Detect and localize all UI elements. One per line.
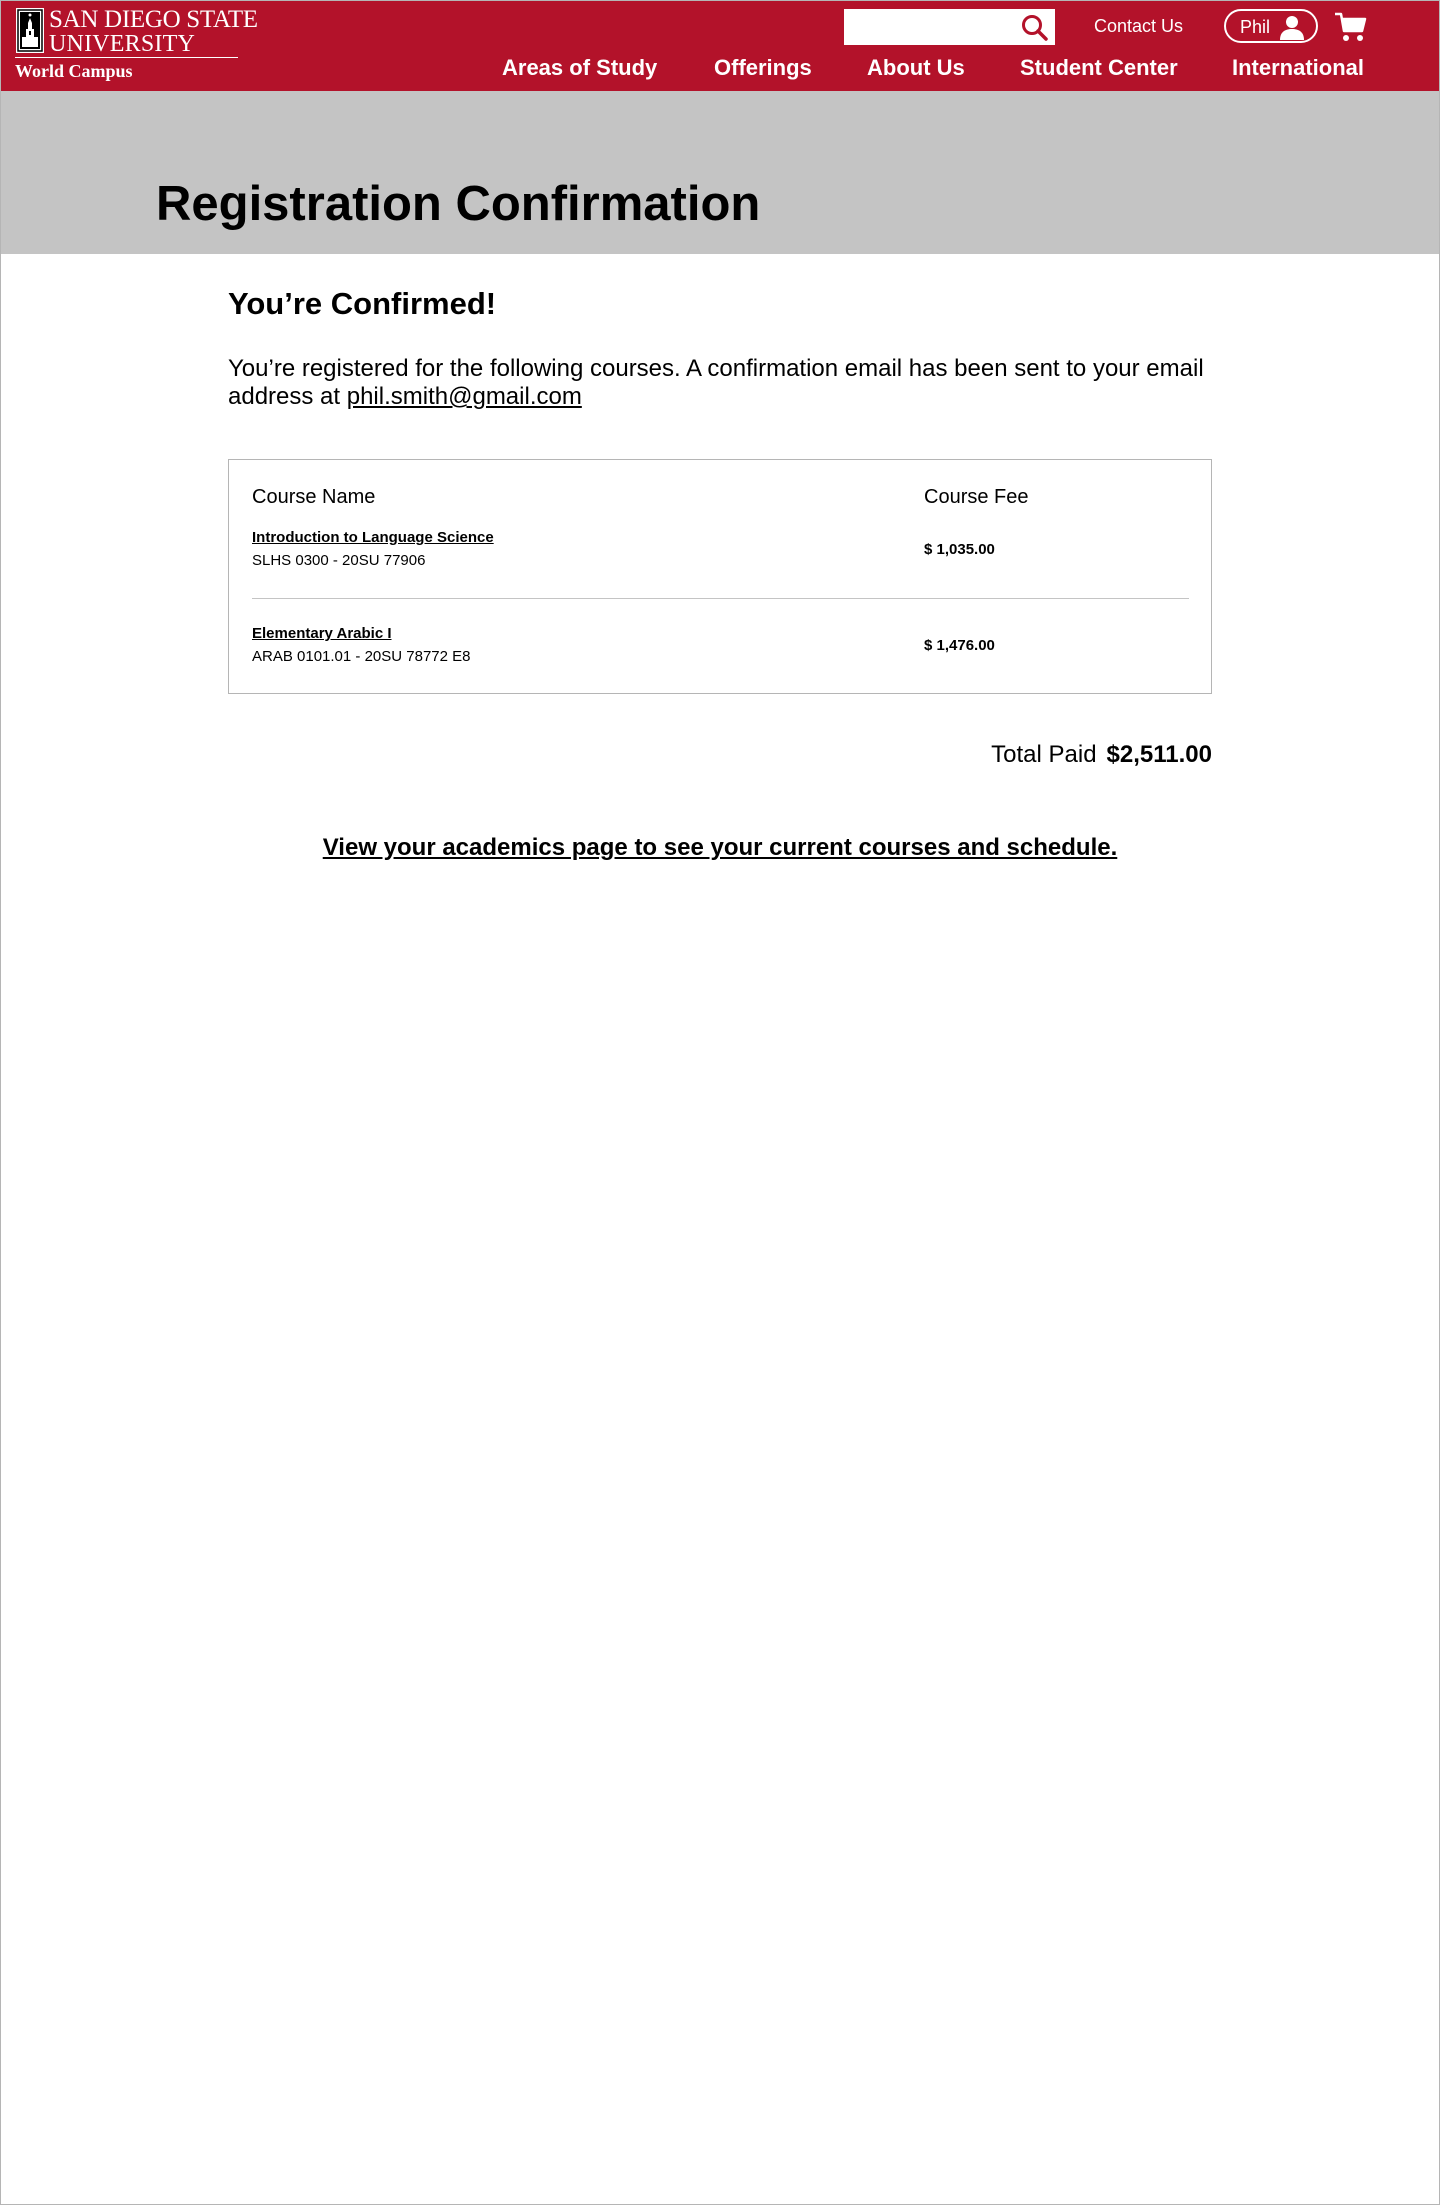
shopping-cart-icon[interactable] <box>1334 11 1368 43</box>
email-link[interactable]: phil.smith@gmail.com <box>346 383 582 410</box>
logo-divider <box>15 57 238 58</box>
confirmation-heading: You’re Confirmed! <box>228 286 497 321</box>
nav-item-student-center[interactable]: Student Center <box>1020 55 1178 80</box>
nav-item-offerings[interactable]: Offerings <box>714 55 812 80</box>
search-icon[interactable] <box>1020 13 1050 41</box>
page-title: Registration Confirmation <box>156 177 761 231</box>
total-paid-amount: $2,511.00 <box>1106 741 1212 768</box>
confirmation-message <box>228 355 1228 411</box>
nav-item-areas-of-study[interactable]: Areas of Study <box>502 55 658 80</box>
table-row-divider <box>252 598 1189 599</box>
course-code: ARAB 0101.01 - 20SU 78772 E8 <box>252 648 471 665</box>
logo-university-name: SAN DIEGO STATE <box>49 6 258 33</box>
search-input[interactable] <box>844 9 1014 45</box>
logo-subtitle: World Campus <box>15 61 133 81</box>
course-name-link[interactable]: Elementary Arabic I <box>252 625 392 642</box>
page-hero <box>1 91 1439 254</box>
nav-item-about-us[interactable]: About Us <box>867 55 965 80</box>
logo-university-word: UNIVERSITY <box>49 31 195 57</box>
sdsu-seal-icon <box>16 8 44 53</box>
nav-item-international[interactable]: International <box>1232 55 1365 80</box>
total-paid <box>900 740 1212 770</box>
course-fee: $ 1,476.00 <box>924 637 995 654</box>
total-paid-label: Total Paid <box>991 741 1097 768</box>
user-icon <box>1279 14 1305 40</box>
sdsu-world-campus-logo[interactable] <box>15 6 258 83</box>
contact-us-link[interactable]: Contact Us <box>1094 16 1184 36</box>
academics-page-link[interactable]: View your academics page to see your current courses and schedule. <box>322 834 1118 861</box>
column-header-course-fee: Course Fee <box>924 486 1029 508</box>
course-name-link[interactable]: Introduction to Language Science <box>252 529 494 546</box>
search-box <box>844 9 1055 45</box>
registered-courses-table <box>228 459 1212 694</box>
user-account-button[interactable] <box>1224 9 1318 43</box>
confirmation-message-text: You’re registered for the following courses. A confirmation email has been sent to your email address at <box>228 355 1204 410</box>
user-name: Phil <box>1240 17 1271 37</box>
site-header <box>1 1 1439 91</box>
course-code: SLHS 0300 - 20SU 77906 <box>252 552 426 569</box>
academics-link-container <box>0 833 1440 863</box>
course-fee: $ 1,035.00 <box>924 541 995 558</box>
column-header-course-name: Course Name <box>252 486 376 508</box>
